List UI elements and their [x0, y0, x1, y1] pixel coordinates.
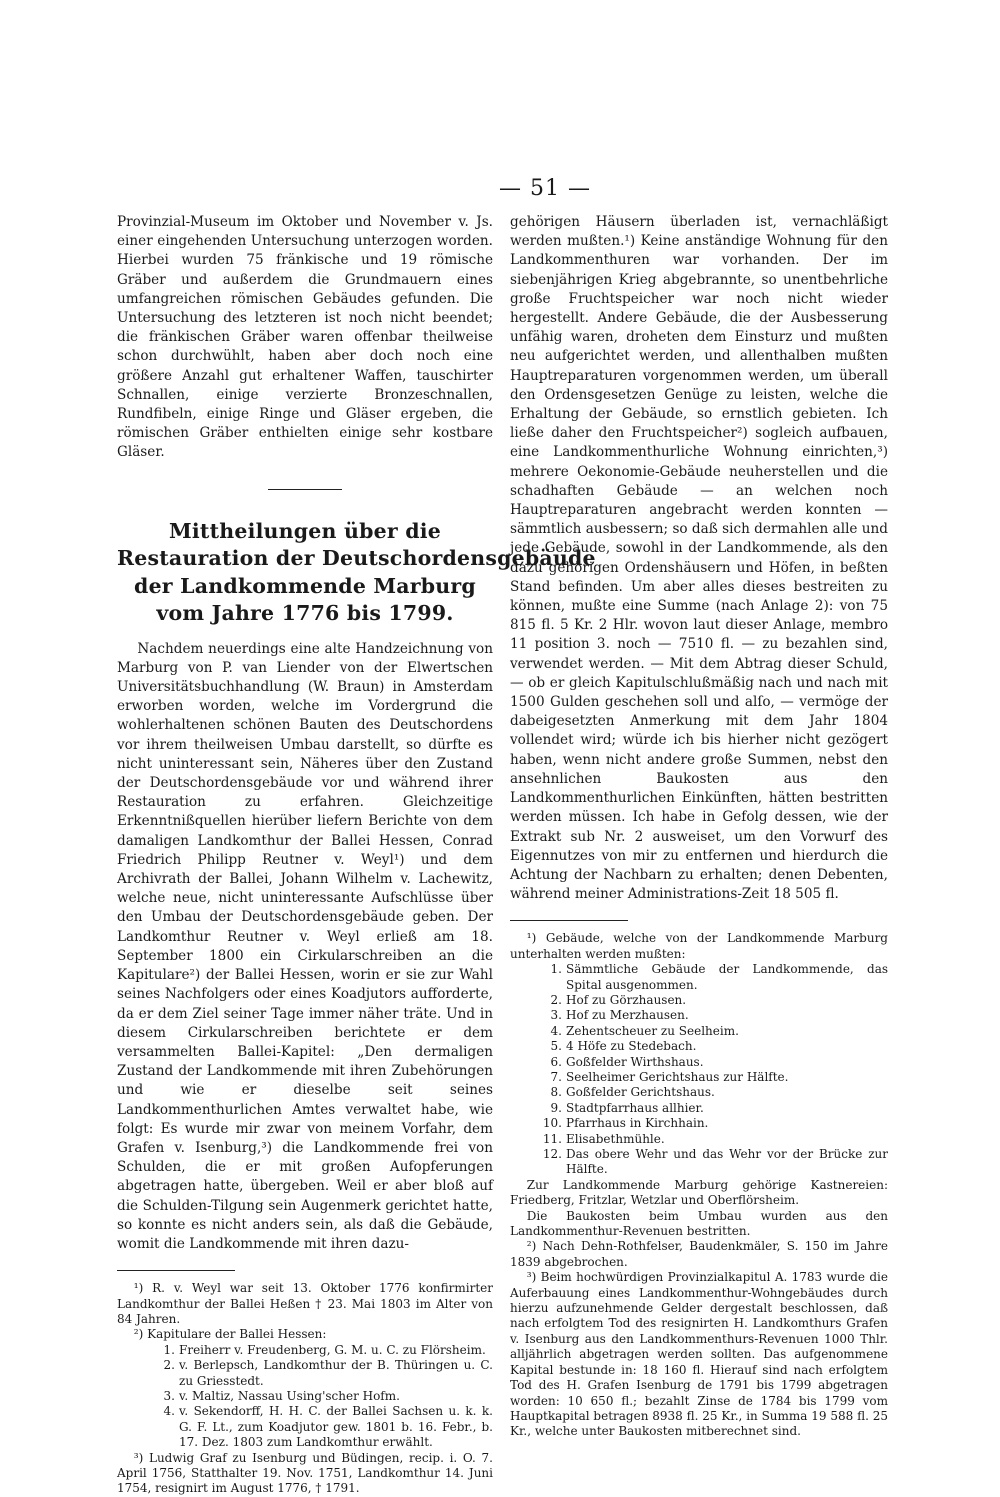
right-column: [510, 213, 888, 1440]
list-item-number: 2.: [550, 992, 562, 1007]
list-item: [510, 1147, 888, 1178]
footnote-1: ¹) R. v. Weyl war seit 13. Oktober 1776 konfirmirter Landkomthur der Ballei Heßen † 23. Mai 1803 im Alter von 84 Jahren.: [117, 1281, 493, 1326]
heading-line-2: Restauration der Deutschordensgebäude: [117, 546, 596, 571]
list-item-text: v. Sekendorff, H. H. C. der Ballei Sachsen u. k. k. G. F. Lt., zum Koadjutor gew. 1801 b. 16. Febr., b. 17. Dez. 1803 zum Landkomthur erwählt.: [179, 1404, 493, 1450]
heading-line-1: Mittheilungen über die: [169, 518, 441, 543]
list-item-text: Hof zu Merzhausen.: [566, 1008, 689, 1023]
footnote-3: ³) Ludwig Graf zu Isenburg und Büdingen, recip. i. O. 7. April 1756, Statthalter 19. Nov. 1751, Landkomthur 14. Juni 1754, resignirt im August 1776, † 1791.: [117, 1450, 493, 1496]
footnote-1-continuation-2: Die Baukosten beim Umbau wurden aus den Landkommenthur-Revenuen bestritten.: [510, 1208, 888, 1239]
list-item-text: Seelheimer Gerichtshaus zur Hälfte.: [566, 1069, 789, 1084]
footnote-1-continuation: Zur Landkommende Marburg gehörige Kastnereien: Friedberg, Fritzlar, Wetzlar und Oberflörsheim.: [510, 1177, 888, 1208]
list-item: [510, 1116, 888, 1131]
list-item: [117, 1358, 493, 1389]
list-item: [510, 993, 888, 1008]
list-item-number: 2.: [163, 1358, 175, 1373]
list-item: [510, 1024, 888, 1039]
list-item: [117, 1343, 493, 1358]
right-paragraph: gehörigen Häusern überladen ist, vernachläßigt werden mußten.¹) Keine anständige Wohnung für den Landkommenthuren war vorhanden. Der im siebenjährigen Krieg abgebrannte, so unentbehrliche große Fruchtspeicher war noch nicht wieder hergestellt. Andere Gebäude, die der Ausbesserung unfähig waren, droheten dem Einsturz und mußten neu aufgerichtet werden, und allenthalben mußten Hauptreparaturen vorgenommen werden, um überall den Ordensgesetzen Genüge zu leisten, welche die Erhaltung der Gebäude, so ernstlich gebieten. Ich ließe daher den Fruchtspeicher²) sogleich aufbauen, eine Landkommenthurliche Wohnung einrichten,³) mehrere Oekonomie-Gebäude neuherstellen und die schadhaften Gebäude — an welchen noch Hauptreparaturen angebracht werden konnten — sämmtlich ausbessern; so daß sich dermahlen alle und jede Gebäude, sowohl in der Landkommende, als den dazu gehörigen Ordenshäusern und Höfen, in beßten Stand befinden. Um aber alles dieses bestreiten zu können, mußte eine Summe (nach Anlage 2): von 75 815 fl. 5 Kr. 2 Hlr. wovon laut dieser Anlage, membro 11 position 3. noch — 7510 fl. — zu bezahlen sind, verwendet werden. — Mit dem Abtrag dieser Schuld, — ob er gleich Kapitulschlußmäßig nach und nach mit 1500 Gulden geschehen soll und alſo, — vermöge der dabeigesetzten Anmerkung mit dem Jahr 1804 vollendet wird; würde ich bis hierher nicht gezögert haben, wenn nicht andere große Summen, nebst den ansehnlichen Baukosten aus den Landkommenthurlichen Einkünften, hätten bestritten werden müssen. Ich habe in Gefolg dessen, wie der Extrakt sub Nr. 2 ausweiset, um den Vorwurf des Eigennutzes von mir zu entfernen und hierdurch die Achtung der Nachbarn zu erhalten; denen Debenten, während meiner Administrations-Zeit 18 505 fl.: [510, 214, 888, 903]
list-item-text: Freiherr v. Freudenberg, G. M. u. C. zu Flörsheim.: [179, 1342, 486, 1357]
list-item-number: 12.: [542, 1147, 562, 1161]
list-item-text: Pfarrhaus in Kirchhain.: [566, 1116, 709, 1131]
list-item-number: 1.: [550, 962, 562, 977]
heading-line-3: der Landkommende Marburg: [134, 573, 476, 598]
list-item-text: Das obere Wehr und das Wehr vor der Brücke zur Hälfte.: [566, 1147, 888, 1177]
list-item: [510, 1039, 888, 1054]
intro-paragraph: Provinzial-Museum im Oktober und November v. Js. einer eingehenden Untersuchung unterzogen worden. Hierbei wurden 75 fränkische und 19 römische Gräber und außerdem die Grundmauern eines umfangreichen römischen Gebäudes gefunden. Die Untersuchung des letzteren ist noch nicht beendet; die fränkischen Gräber waren offenbar theilweise schon durchwühlt, haben aber doch noch eine größere Anzahl gut erhaltener Waffen, tauschirter Schnallen, einige verzierte Bronzeschnallen, Rundfibeln, einige Ringe und Gläser ergeben, die römischen Gräber enthielten einige sehr kostbare Gläser.: [117, 214, 493, 461]
list-item: [510, 1055, 888, 1070]
list-item-text: 4 Höfe zu Stedebach.: [566, 1039, 697, 1054]
list-item-number: 4.: [163, 1404, 175, 1419]
list-item-number: 9.: [550, 1100, 562, 1115]
list-item-number: 1.: [163, 1342, 175, 1357]
list-item-text: v. Berlepsch, Landkomthur der B. Thüringen u. C. zu Griesstedt.: [179, 1358, 493, 1388]
list-item-number: 8.: [550, 1085, 562, 1100]
list-item-number: 3.: [550, 1008, 562, 1023]
list-item: [510, 1070, 888, 1085]
list-item-text: Sämmtliche Gebäude der Landkommende, das Spital ausgenommen.: [566, 962, 888, 992]
list-item-text: Goßfelder Gerichtshaus.: [566, 1085, 715, 1100]
list-item-text: Stadtpfarrhaus allhier.: [566, 1100, 704, 1115]
heading-line-4: vom Jahre 1776 bis 1799.: [156, 601, 454, 626]
article-body: [117, 640, 493, 1255]
footnote-2-title: ²) Kapitulare der Ballei Hessen:: [133, 1327, 327, 1342]
list-item-number: 5.: [550, 1039, 562, 1054]
right-body: [510, 213, 888, 904]
footnote-1-title: ¹) Gebäude, welche von der Landkommende Marburg unterhalten werden mußten:: [510, 931, 888, 961]
footnote-3: ³) Beim hochwürdigen Provinzialkapitul A. 1783 wurde die Auferbauung eines Landkommenthur-Wohngebäudes durch hierzu aufzunehmende Gelder dergestalt beschlossen, daß nach erfolgtem Tod des resignirten H. Landkomthurs Grafen v. Isenburg aus den Landkommenthurs-Revenuen 1000 Thlr. alljährlich abgetragen werden sollten. Das aufgenommene Kapital bestunde in: 18 160 fl. Hierauf sind nach erfolgtem Tod des H. Grafen Isenburg de 1791 bis 1799 abgetragen worden: 10 650 fl.; bezahlt Zinse de 1784 bis 1799 vom Hauptkapital betragen 8938 fl. 25 Kr., in Summa 19 588 fl. 25 Kr., welche unter Baukosten mitberechnet sind.: [510, 1270, 888, 1439]
list-item: [117, 1389, 493, 1404]
right-footnotes: [510, 931, 888, 1439]
footnote-divider: [117, 1270, 235, 1271]
left-footnotes: [117, 1281, 493, 1497]
list-item-text: v. Maltiz, Nassau Using'scher Hofm.: [179, 1388, 400, 1403]
list-item: [510, 1085, 888, 1100]
list-item-number: 4.: [550, 1023, 562, 1038]
footnote-2: ²) Nach Dehn-Rothfelser, Baudenkmäler, S. 150 im Jahre 1839 abgebrochen.: [510, 1239, 888, 1269]
list-item-text: Hof zu Görzhausen.: [566, 992, 687, 1007]
list-item: [117, 1404, 493, 1450]
list-item-number: 10.: [542, 1116, 562, 1131]
list-item-text: Zehentscheuer zu Seelheim.: [566, 1023, 739, 1038]
list-item-text: Goßfelder Wirthshaus.: [566, 1054, 704, 1069]
list-item-number: 3.: [163, 1388, 175, 1403]
list-item: [510, 1132, 888, 1147]
footnote-1-list: [510, 962, 888, 1178]
left-body: [117, 213, 493, 463]
section-divider: [268, 489, 342, 490]
list-item: [510, 1101, 888, 1116]
list-item-number: 7.: [550, 1069, 562, 1084]
footnote-divider: [510, 920, 628, 921]
page-number: — 51 —: [499, 176, 591, 201]
footnote-2-list: [117, 1343, 493, 1451]
list-item-number: 6.: [550, 1054, 562, 1069]
list-item-number: 11.: [542, 1131, 562, 1146]
list-item-text: Elisabethmühle.: [566, 1131, 665, 1146]
list-item: [510, 1008, 888, 1023]
article-heading: [117, 518, 596, 628]
list-item: [510, 962, 888, 993]
article-paragraph: Nachdem neuerdings eine alte Handzeichnung von Marburg von P. van Liender von der Elwertschen Universitätsbuchhandlung (W. Braun) in Amsterdam erworben worden, welche im Vordergrund die wohlerhaltenen schönen Bauten des Deutschordens vor ihrem theilweisen Umbau darstellt, so dürfte es nicht uninteressant sein, Näheres über den Zustand der Deutschordensgebäude vor und während ihrer Restauration zu erfahren. Gleichzeitige Erkenntnißquellen hierüber liefern Berichte von dem damaligen Landkomthur der Ballei Hessen, Conrad Friedrich Philipp Reutner v. Weyl¹) und dem Archivrath der Ballei, Johann Wilhelm v. Lachewitz, welche neue, nicht uninteressante Aufschlüsse über den Umbau der Deutschordensgebäude geben. Der Landkomthur Reutner v. Weyl erließ am 18. September 1800 ein Cirkularschreiben an die Kapitulare²) der Ballei Hessen, worin er sie zur Wahl seines Nachfolgers oder eines Koadjutors aufforderte, da er dem Ziel seiner Tage immer näher träte. Und in diesem Cirkularschreiben berichtete er dem versammelten Ballei-Kapitel: „Den dermaligen Zustand der Landkommende mit ihren Zubehörungen und wie er dieselbe seit seines Landkommenthurlichen Amtes verwaltet habe, wie folgt: Es wurde mir zwar von meinem Vorfahr, dem Grafen v. Isenburg,³) die Landkommende frei von Schulden, die er mit großen Aufopferungen abgetragen hatte, übergeben. Weil er aber bloß auf die Schulden-Tilgung sein Augenmerk gerichtet hatte, so konnte es nicht anders sein, als daß die Gebäude, womit die Landkommende mit ihren dazu-: [117, 640, 493, 1252]
